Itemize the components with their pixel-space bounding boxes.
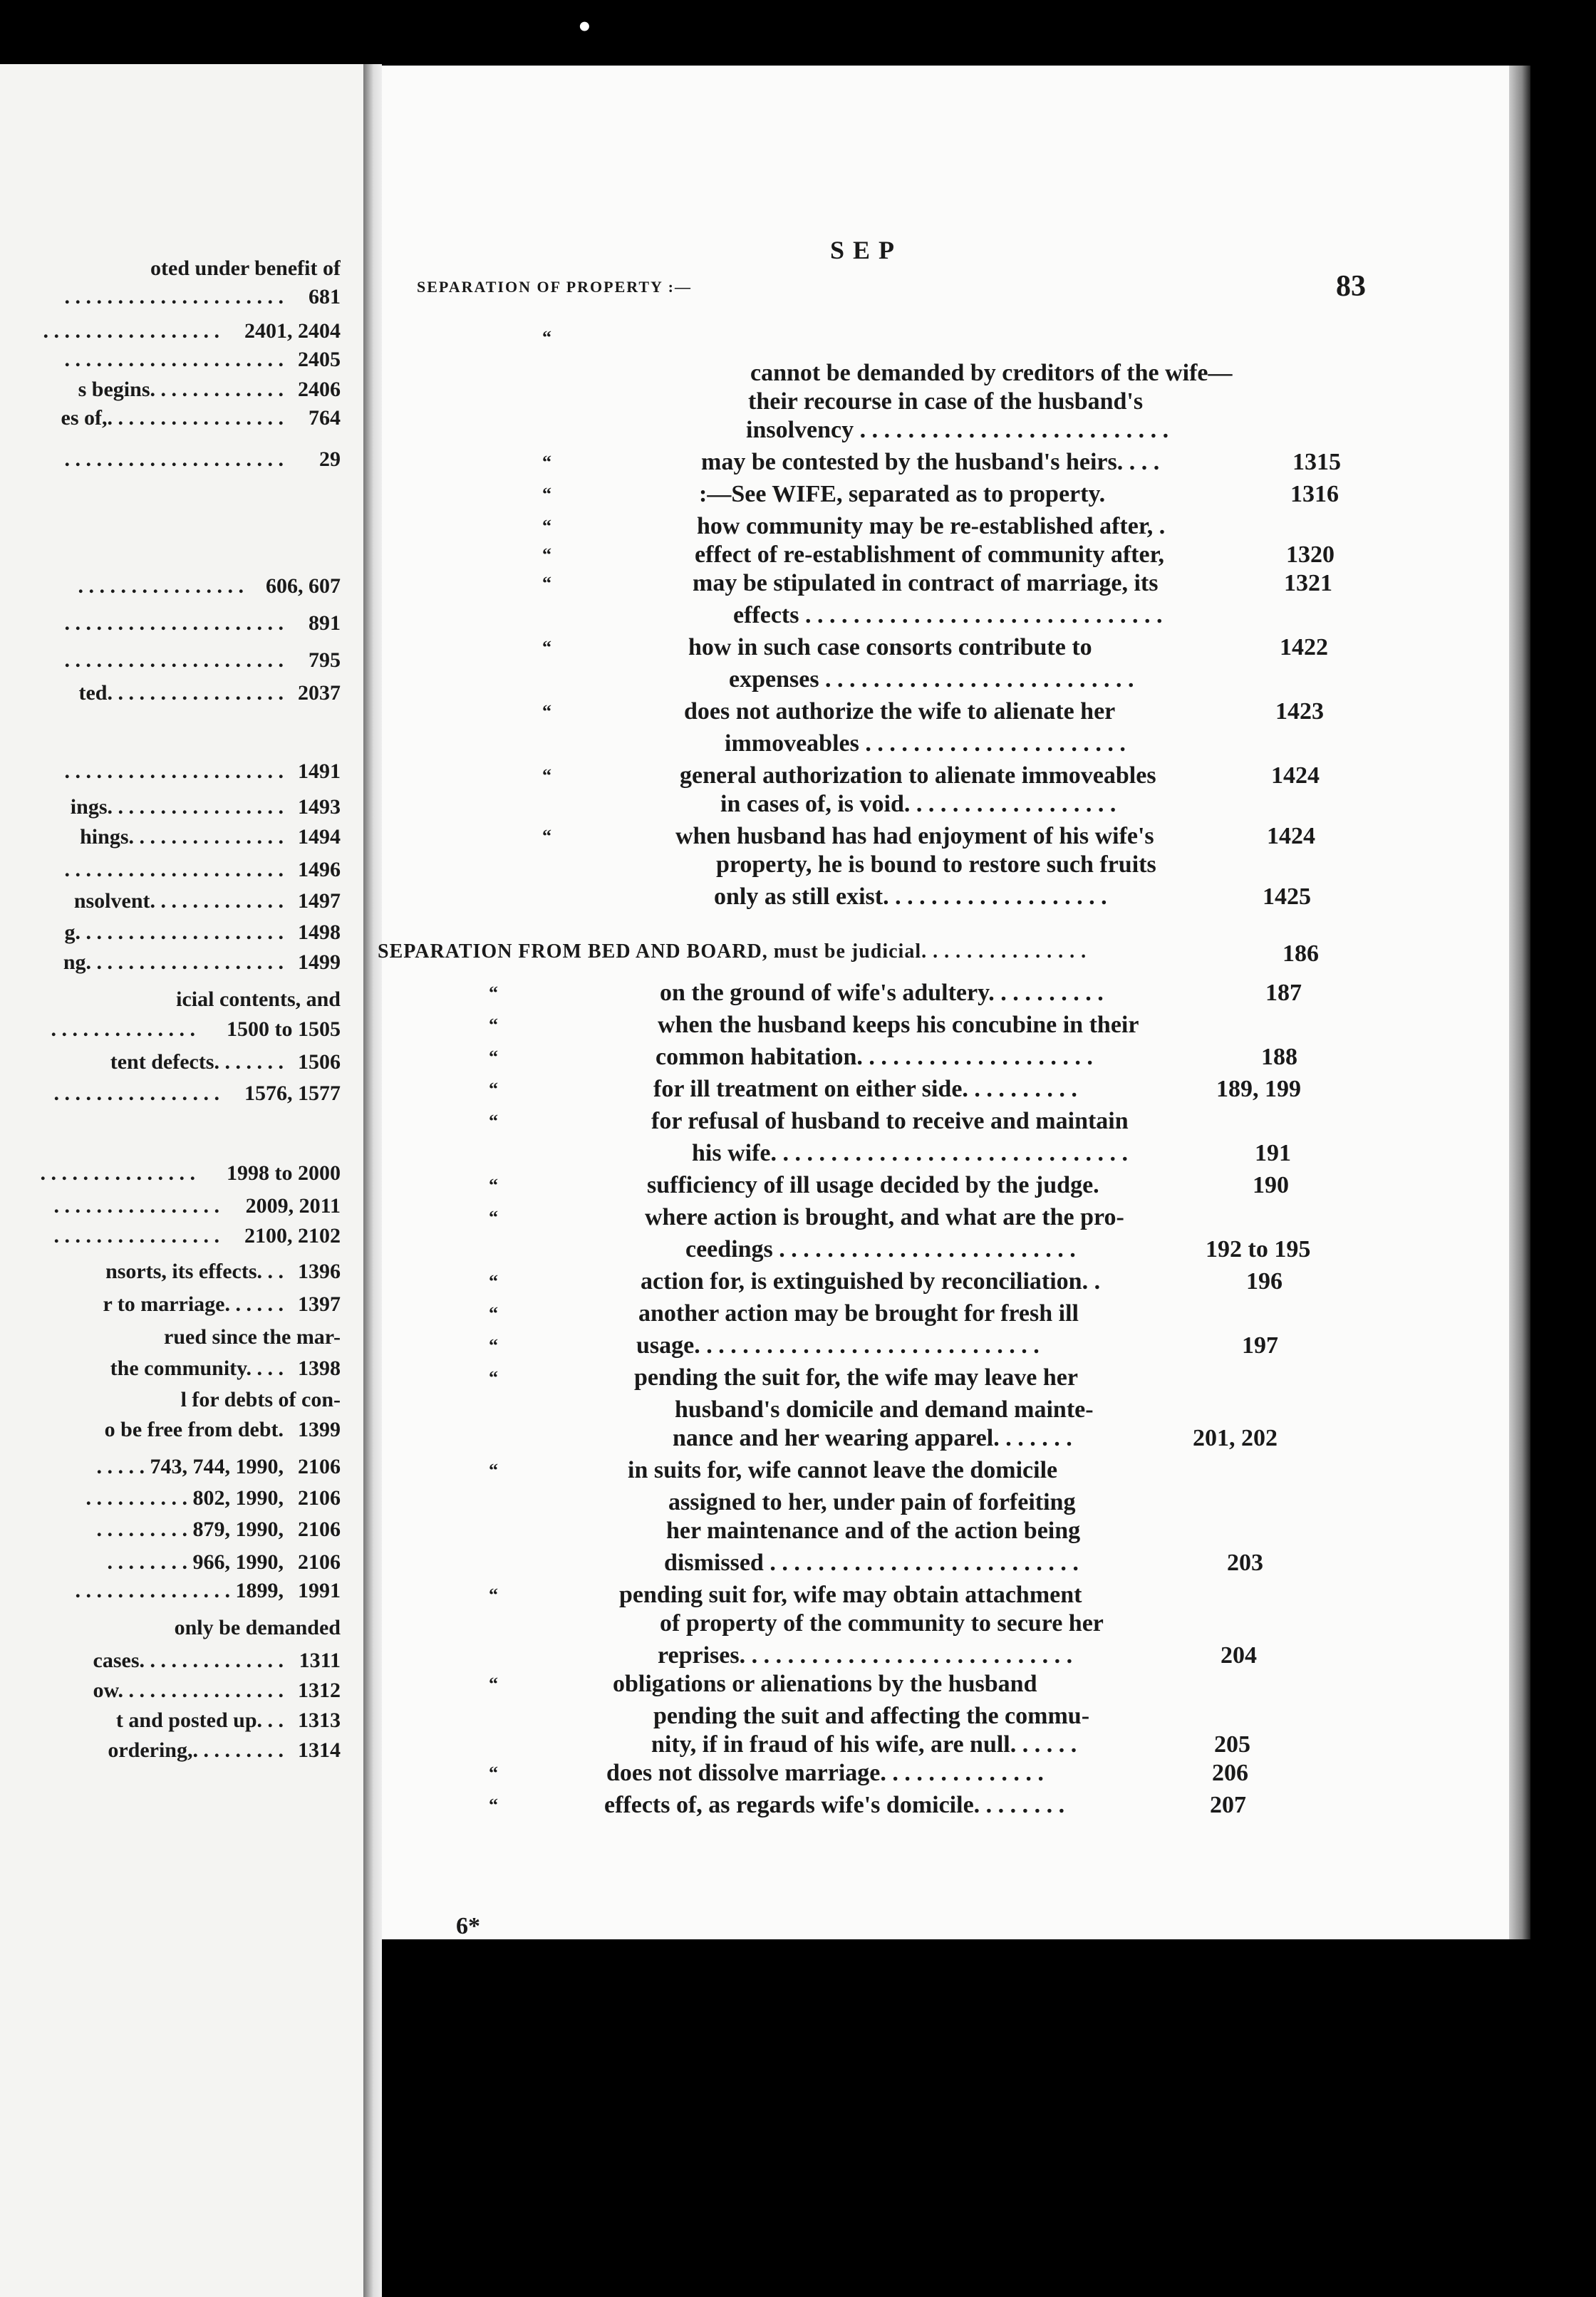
entry-text: cannot be demanded by creditors of the wife—	[750, 360, 1233, 386]
left-index-entry	[0, 348, 341, 376]
ditto-mark: “	[542, 826, 551, 846]
left-entry-page: 1491	[298, 759, 341, 783]
right-index-entry	[382, 634, 1493, 665]
right-index-entry	[382, 1044, 1493, 1075]
right-index-entry	[382, 449, 1493, 480]
left-entry-page: 1499	[298, 950, 341, 974]
entry-page: 1316	[1290, 481, 1339, 507]
entry-page: 201, 202	[1193, 1425, 1278, 1451]
left-index-entry	[0, 1579, 341, 1607]
entry-page: 196	[1246, 1268, 1282, 1295]
left-index-entry	[0, 648, 341, 677]
left-entry-page: 2106	[298, 1550, 341, 1574]
left-entry-text: o be free from debt.	[104, 1418, 284, 1441]
page-number: 83	[1336, 270, 1366, 303]
right-index-entry	[382, 1610, 1493, 1642]
left-index-entry	[0, 1679, 341, 1707]
entry-text: sufficiency of ill usage decided by the judge.	[647, 1172, 1099, 1198]
entry-text: usage. . . . . . . . . . . . . . . . . . . . . . . . . . . . .	[636, 1332, 1040, 1359]
left-entry-page: 764	[309, 406, 341, 430]
entry-page: 1425	[1263, 883, 1311, 910]
entry-page: 1423	[1275, 698, 1324, 725]
right-index-entry	[382, 1550, 1493, 1581]
left-entry-page: 606, 607	[266, 574, 341, 598]
left-entry-text: cases. . . . . . . . . . . . . .	[93, 1649, 284, 1672]
left-entry-text: only be demanded	[174, 1616, 341, 1639]
entry-text: only as still exist. . . . . . . . . . . . . . . . . . .	[714, 883, 1107, 910]
ditto-mark: “	[489, 982, 498, 1003]
left-entry-text: the community. . . .	[110, 1357, 284, 1380]
left-entry-text: . . . . . . . . . . . . . . . . . . . . .	[64, 611, 284, 635]
left-index-entry	[0, 1357, 341, 1385]
left-index-entry	[0, 611, 341, 640]
left-entry-text: . . . . . . . . . . . . . . . . . . . . .	[64, 759, 284, 783]
entry-page: 1320	[1286, 541, 1335, 568]
left-page	[0, 64, 363, 2297]
left-index-entry	[0, 285, 341, 313]
entry-page: 197	[1242, 1332, 1278, 1359]
left-index-entry	[0, 1161, 341, 1190]
ditto-mark: “	[542, 701, 551, 722]
scan-mark: •	[579, 8, 591, 46]
entry-text: how in such case consorts contribute to	[688, 634, 1092, 660]
ditto-mark: “	[489, 1585, 498, 1605]
left-entry-page: 2401, 2404	[244, 319, 341, 343]
left-entry-text: g. . . . . . . . . . . . . . . . . . . .	[64, 921, 284, 944]
entry-text: does not dissolve marriage. . . . . . . . . . . . . .	[606, 1760, 1044, 1786]
entry-text: where action is brought, and what are the pro-	[645, 1204, 1124, 1230]
left-index-entry	[0, 1082, 341, 1110]
left-index-entry	[0, 1649, 341, 1677]
left-index-entry	[0, 1550, 341, 1579]
right-index-entry	[382, 1076, 1493, 1107]
entry-page: 1321	[1284, 570, 1332, 596]
left-entry-text: tent defects. . . . . . .	[110, 1050, 284, 1074]
left-index-entry	[0, 1260, 341, 1288]
right-index-entry	[382, 666, 1493, 698]
entry-text: nance and her wearing apparel. . . . . . .	[673, 1425, 1072, 1451]
left-entry-text: . . . . . 743, 744, 1990,	[96, 1455, 284, 1478]
left-entry-page: 1399	[298, 1418, 341, 1441]
entry-text: insolvency . . . . . . . . . . . . . . . . . . . . . . . . . .	[746, 417, 1169, 443]
ditto-mark: “	[489, 1674, 498, 1694]
left-entry-page: 1500 to 1505	[227, 1017, 341, 1041]
entry-text: effects . . . . . . . . . . . . . . . . . . . . . . . . . . . . . .	[733, 602, 1163, 628]
entry-page: 190	[1253, 1172, 1289, 1198]
ditto-mark: “	[542, 765, 551, 786]
left-entry-page: 1311	[299, 1649, 341, 1672]
left-entry-page: 1506	[298, 1050, 341, 1074]
left-index-entry	[0, 1418, 341, 1446]
entry-text: general authorization to alienate immoveables	[680, 762, 1156, 789]
left-index-entry	[0, 795, 341, 824]
entry-text: in suits for, wife cannot leave the domicile	[628, 1457, 1058, 1483]
entry-text: their recourse in case of the husband's	[748, 388, 1144, 415]
left-entry-page: 2405	[298, 348, 341, 371]
left-index-entry	[0, 319, 341, 348]
entry-text: her maintenance and of the action being	[666, 1518, 1081, 1544]
left-entry-text: hings. . . . . . . . . . . . . . .	[80, 825, 284, 849]
left-entry-page: 2106	[298, 1486, 341, 1510]
entry-text: expenses . . . . . . . . . . . . . . . . . . . . . . . . . .	[729, 666, 1134, 693]
left-index-entry	[0, 256, 341, 285]
page-edge	[1509, 66, 1530, 1939]
ditto-mark: “	[542, 544, 551, 565]
left-index-entry	[0, 1616, 341, 1644]
entry-text: :—See WIFE, separated as to property.	[699, 481, 1106, 507]
ditto-mark: “	[542, 484, 551, 504]
entry-page: 189, 199	[1216, 1076, 1301, 1102]
left-index-entry	[0, 759, 341, 788]
right-index-entry	[382, 730, 1493, 762]
entry-page: 206	[1212, 1760, 1248, 1786]
left-entry-text: . . . . . . . . . . . . . . . . . . . . .	[64, 858, 284, 881]
left-index-entry	[0, 1486, 341, 1515]
left-entry-text: . . . . . . . . . . . . . . . . . . . . .	[64, 648, 284, 672]
entry-text: action for, is extinguished by reconciliation. .	[641, 1268, 1101, 1295]
entry-text: ceedings . . . . . . . . . . . . . . . . . . . . . . . . .	[685, 1236, 1076, 1262]
right-index-entry	[382, 1731, 1493, 1763]
left-index-entry	[0, 1292, 341, 1321]
ditto-mark: “	[489, 1303, 498, 1324]
ditto-mark: “	[542, 452, 551, 472]
right-index-entry	[382, 1457, 1493, 1488]
left-entry-text: . . . . . . . . . . . . . . . .	[53, 1082, 219, 1105]
entry-text: in cases of, is void. . . . . . . . . . . . . . . . . .	[720, 791, 1116, 817]
right-index-entry	[382, 1364, 1493, 1396]
left-index-entry	[0, 1050, 341, 1079]
ditto-mark: “	[489, 1460, 498, 1481]
left-entry-text: . . . . . . . . . . . . . . . .	[78, 574, 244, 598]
left-entry-text: nsolvent. . . . . . . . . . . . .	[73, 889, 284, 913]
right-index-entry	[382, 698, 1493, 730]
entry-text: pending the suit and affecting the commu-	[653, 1703, 1090, 1729]
right-index-entry	[382, 1108, 1493, 1139]
left-entry-page: 1312	[298, 1679, 341, 1702]
left-index-entry	[0, 1224, 341, 1253]
right-index-entry	[382, 417, 1493, 448]
entry-page: 1424	[1271, 762, 1320, 789]
entry-text: reprises. . . . . . . . . . . . . . . . . . . . . . . . . . . .	[658, 1642, 1073, 1669]
right-index-entry	[382, 1518, 1493, 1549]
left-entry-text: l for debts of con-	[180, 1388, 341, 1411]
right-index-entry	[382, 1703, 1493, 1734]
right-page	[378, 66, 1529, 1939]
left-entry-text: ow. . . . . . . . . . . . . . . .	[93, 1679, 284, 1702]
entry-page: 205	[1214, 1731, 1250, 1758]
left-index-entry	[0, 1017, 341, 1046]
entry-page: 1424	[1267, 823, 1315, 849]
entry-page: 204	[1221, 1642, 1257, 1669]
ditto-mark: “	[542, 327, 551, 348]
entry-text: of property of the community to secure her	[660, 1610, 1104, 1637]
entry-text: nity, if in fraud of his wife, are null. . . . . .	[651, 1731, 1077, 1758]
ditto-mark: “	[489, 1111, 498, 1131]
right-index-entry	[382, 1642, 1493, 1674]
left-entry-text: ordering,. . . . . . . . .	[108, 1738, 284, 1762]
left-entry-text: oted under benefit of	[150, 256, 341, 280]
left-index-entry	[0, 950, 341, 979]
right-index-entry	[382, 883, 1493, 915]
entry-text: obligations or alienations by the husband	[613, 1671, 1037, 1697]
entry-text: husband's domicile and demand mainte-	[675, 1396, 1094, 1423]
left-entry-page: 1493	[298, 795, 341, 819]
right-index-entry	[382, 1332, 1493, 1364]
ditto-mark: “	[489, 1795, 498, 1815]
entry-text: for ill treatment on either side. . . . . . . . . .	[653, 1076, 1077, 1102]
entry-page: 1422	[1280, 634, 1328, 660]
right-index-entry	[382, 1792, 1493, 1823]
right-index-entry	[382, 324, 1493, 356]
left-entry-text: . . . . . . . . . . . . . . . . .	[43, 319, 219, 343]
ditto-mark: “	[489, 1015, 498, 1035]
left-entry-text: . . . . . . . . . . . . . . . . . . . . .	[64, 285, 284, 308]
left-entry-page: 1313	[298, 1709, 341, 1732]
left-index-entry	[0, 1709, 341, 1737]
left-index-entry	[0, 858, 341, 886]
ditto-mark: “	[489, 1047, 498, 1067]
entry-page: 188	[1261, 1044, 1297, 1070]
left-entry-text: . . . . . . . . . 879, 1990,	[96, 1518, 284, 1541]
left-entry-page: 681	[309, 285, 341, 308]
left-entry-page: 1314	[298, 1738, 341, 1762]
left-entry-page: 1396	[298, 1260, 341, 1283]
ditto-mark: “	[489, 1207, 498, 1228]
entry-text: property, he is bound to restore such fruits	[716, 851, 1156, 878]
left-entry-page: 2106	[298, 1518, 341, 1541]
ditto-mark: “	[542, 573, 551, 593]
left-entry-text: es of,. . . . . . . . . . . . . . . . .	[61, 406, 284, 430]
left-index-entry	[0, 1194, 341, 1223]
left-entry-page: 1991	[298, 1579, 341, 1602]
right-index-entry	[382, 1140, 1493, 1171]
left-entry-text: . . . . . . . . 966, 1990,	[107, 1550, 284, 1574]
right-index-entry	[382, 762, 1493, 794]
left-entry-page: 2009, 2011	[245, 1194, 341, 1218]
left-entry-page: 1496	[298, 858, 341, 881]
entry-text: immoveables . . . . . . . . . . . . . . . . . . . . . .	[725, 730, 1126, 757]
right-index-entry	[382, 481, 1493, 512]
entry-text: may be stipulated in contract of marriage, its	[693, 570, 1159, 596]
section-heading: SEPARATION OF PROPERTY :—	[417, 278, 692, 296]
right-index-entry	[382, 1204, 1493, 1235]
left-index-entry	[0, 987, 341, 1016]
left-index-entry	[0, 889, 341, 918]
entry-text: pending suit for, wife may obtain attachment	[619, 1582, 1082, 1608]
right-index-entry	[382, 823, 1493, 854]
entry-text: pending the suit for, the wife may leave her	[634, 1364, 1078, 1391]
right-index-entry	[382, 513, 1493, 544]
right-index-entry	[382, 570, 1493, 601]
right-index-entry	[382, 602, 1493, 633]
left-entry-page: 2037	[298, 681, 341, 705]
left-entry-page: 1498	[298, 921, 341, 944]
right-index-entry	[382, 1760, 1493, 1791]
left-entry-text: ng. . . . . . . . . . . . . . . . . . .	[63, 950, 284, 974]
left-index-entry	[0, 447, 341, 476]
left-index-entry	[0, 681, 341, 710]
right-index-entry	[382, 1172, 1493, 1203]
left-entry-text: . . . . . . . . . . . . . . . .	[53, 1194, 219, 1218]
left-entry-text: . . . . . . . . . . . . . . .	[40, 1161, 195, 1185]
entry-text: effects of, as regards wife's domicile. . . . . . . .	[604, 1792, 1065, 1818]
left-entry-text: s begins. . . . . . . . . . . . .	[78, 378, 284, 401]
left-entry-text: . . . . . . . . . . . . . .	[51, 1017, 195, 1041]
entry-page: 187	[1265, 980, 1302, 1006]
ditto-mark: “	[489, 1335, 498, 1356]
right-index-entry	[382, 541, 1493, 573]
right-index-entry	[382, 1300, 1493, 1332]
entry-text: does not authorize the wife to alienate her	[684, 698, 1116, 725]
left-entry-text: . . . . . . . . . . . . . . . . . . . . .	[64, 348, 284, 371]
left-entry-text: . . . . . . . . . . . . . . . .	[53, 1224, 219, 1248]
ditto-mark: “	[489, 1079, 498, 1099]
entry-text: when the husband keeps his concubine in their	[658, 1012, 1139, 1038]
left-entry-text: ings. . . . . . . . . . . . . . . . .	[70, 795, 284, 819]
entry-page: 192 to 195	[1206, 1236, 1311, 1262]
left-entry-text: . . . . . . . . . . 802, 1990,	[86, 1486, 284, 1510]
left-entry-text: nsorts, its effects. . .	[105, 1260, 284, 1283]
right-index-entry	[382, 360, 1493, 391]
running-header: SEP	[830, 236, 903, 264]
left-index-entry	[0, 378, 341, 406]
left-entry-page: 891	[309, 611, 341, 635]
left-entry-text: . . . . . . . . . . . . . . . 1899,	[75, 1579, 284, 1602]
left-index-entry	[0, 1518, 341, 1546]
entry-text: on the ground of wife's adultery. . . . . . . . . .	[660, 980, 1104, 1006]
left-index-entry	[0, 1738, 341, 1767]
ditto-mark: “	[489, 1763, 498, 1783]
left-entry-text: r to marriage. . . . . .	[103, 1292, 284, 1316]
entry-text: for refusal of husband to receive and maintain	[651, 1108, 1129, 1134]
ditto-mark: “	[542, 637, 551, 658]
entry-text: how community may be re-established after, .	[697, 513, 1166, 539]
section-heading: SEPARATION FROM BED AND BOARD, must be judicial. . . . . . . . . . . . . . .	[378, 940, 1087, 963]
left-entry-page: 1494	[298, 825, 341, 849]
left-entry-text: ted. . . . . . . . . . . . . . . . .	[78, 681, 284, 705]
entry-text: dismissed . . . . . . . . . . . . . . . . . . . . . . . . . .	[664, 1550, 1079, 1576]
left-entry-page: 1398	[298, 1357, 341, 1380]
left-entry-page: 2106	[298, 1455, 341, 1478]
left-index-entry	[0, 574, 341, 603]
right-index-entry	[382, 1012, 1493, 1043]
entry-page: 207	[1210, 1792, 1246, 1818]
right-index-entry	[382, 791, 1493, 822]
left-entry-page: 2100, 2102	[244, 1224, 341, 1248]
entry-page: 203	[1227, 1550, 1263, 1576]
left-entry-page: 2406	[298, 378, 341, 401]
right-index-entry	[382, 1268, 1493, 1300]
ditto-mark: “	[489, 1271, 498, 1292]
right-index-entry	[382, 980, 1493, 1011]
entry-text: effect of re-establishment of community after,	[695, 541, 1165, 568]
left-index-entry	[0, 921, 341, 949]
left-entry-page: 29	[319, 447, 341, 471]
left-entry-page: 1397	[298, 1292, 341, 1316]
left-index-entry	[0, 1325, 341, 1354]
right-index-entry	[382, 1671, 1493, 1702]
left-entry-page: 795	[309, 648, 341, 672]
book-gutter	[363, 64, 382, 2297]
right-index-entry	[382, 1425, 1493, 1456]
left-entry-page: 1497	[298, 889, 341, 913]
entry-text: another action may be brought for fresh ill	[638, 1300, 1079, 1327]
entry-page: 1315	[1292, 449, 1341, 475]
left-entry-text: t and posted up. . .	[115, 1709, 284, 1732]
ditto-mark: “	[542, 516, 551, 536]
left-index-entry	[0, 406, 341, 435]
left-entry-page: 1576, 1577	[244, 1082, 341, 1105]
left-index-entry	[0, 1388, 341, 1416]
signature-mark: 6*	[456, 1913, 480, 1939]
section-heading-page: 186	[1282, 940, 1319, 967]
right-index-entry	[382, 388, 1493, 420]
entry-page: 191	[1255, 1140, 1291, 1166]
left-index-entry	[0, 1455, 341, 1483]
left-index-entry	[0, 825, 341, 854]
right-index-entry	[382, 1489, 1493, 1520]
ditto-mark: “	[489, 1367, 498, 1388]
left-entry-page: 1998 to 2000	[227, 1161, 341, 1185]
entry-text: assigned to her, under pain of forfeiting	[668, 1489, 1076, 1515]
entry-text: his wife. . . . . . . . . . . . . . . . . . . . . . . . . . . . . .	[692, 1140, 1128, 1166]
right-index-entry	[382, 1396, 1493, 1428]
ditto-mark: “	[489, 1175, 498, 1196]
left-entry-text: rued since the mar-	[164, 1325, 341, 1349]
left-entry-text: . . . . . . . . . . . . . . . . . . . . .	[64, 447, 284, 471]
left-entry-text: icial contents, and	[176, 987, 341, 1011]
entry-text: when husband has had enjoyment of his wife's	[675, 823, 1154, 849]
right-index-entry	[382, 1236, 1493, 1267]
entry-text: common habitation. . . . . . . . . . . . . . . . . . . .	[656, 1044, 1093, 1070]
entry-text: may be contested by the husband's heirs. . . .	[701, 449, 1160, 475]
right-index-entry	[382, 1582, 1493, 1613]
right-index-entry	[382, 851, 1493, 883]
